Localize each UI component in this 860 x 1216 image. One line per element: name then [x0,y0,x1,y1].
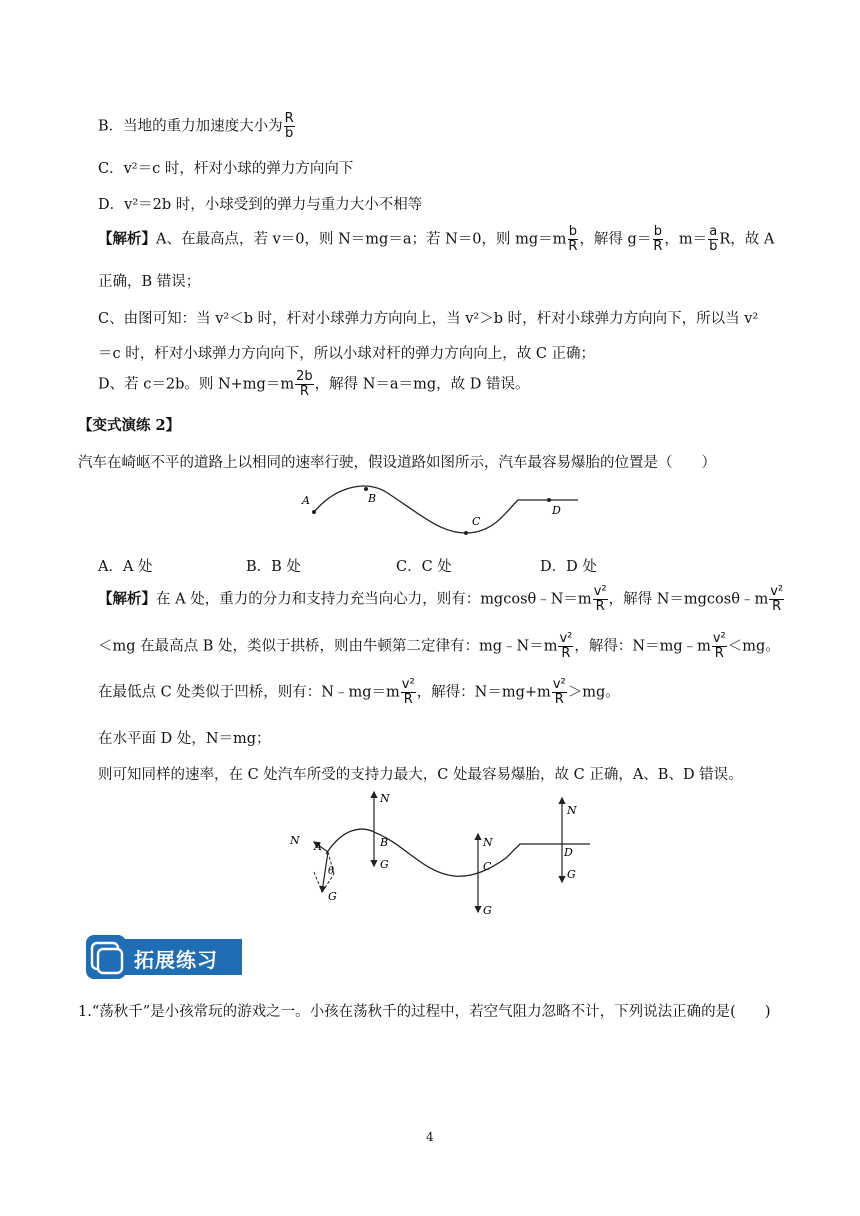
point-b [364,487,368,491]
option-b-text: B．当地的重力加速度大小为 [98,118,283,135]
analysis-2-line-4: 在水平面 D 处，N＝mg； [98,731,271,747]
label-n-c: N [483,836,493,849]
analysis-2-line-3: 在最低点 C 处类似于凹桥，则有：N﹣mg＝m $\frac{\text{v²}}{R}$ ，解得：N＝mg+m $\frac{\text{v²}}{R}$ ＞mg。 [98,677,620,707]
component-a-3 [314,872,322,892]
point-c [464,531,468,535]
option-b [98,112,296,141]
option-d: D．v²＝2b 时，小球受到的弹力与重力大小不相等 [98,197,423,213]
point-d [547,498,551,502]
fraction: $\frac{\text{v²}}{R}$ [712,631,726,661]
force-diagram [284,788,604,920]
fraction: $\frac{\text{v²}}{R}$ [559,631,573,661]
analysis-1-line-1: 【解析】A、在最高点，若 v＝0，则 N＝mg＝a；若 N＝0，则 mg＝m $\frac{b}{R}$ ，解得 g＝ $\frac{b}{R}$ ，m＝ $\frac{a}{b}$ R，故 A [98,224,775,254]
label-d: D [564,846,573,859]
analysis-2-line-5: 则可知同样的速率，在 C 处汽车所受的支持力最大，C 处最容易爆胎，故 C 正确，A、B、D 错误。 [98,767,743,783]
label-g-b: G [380,858,389,871]
analysis-2-line-1: 【解析】在 A 处，重力的分力和支持力充当向心力，则有：mgcosθ﹣N＝m $\frac{\text{v²}}{R}$ ，解得 N＝mgcosθ﹣m $\frac{\text{v²}}{R}$ [98,584,784,614]
fraction: $\frac{\text{v²}}{R}$ [401,677,415,707]
label-theta: θ [328,866,335,877]
page-number: 4 [426,1130,434,1144]
analysis-tag: 【解析】 [98,230,156,248]
label-n-b: N [380,792,390,805]
analysis-1-line-2: 正确，B 错误； [98,274,201,290]
fraction: $\frac{\text{v²}}{R}$ [552,677,566,707]
analysis-2-line-2: ＜mg 在最高点 B 处，类似于拱桥，则由牛顿第二定律有：mg﹣N＝m $\frac{\text{v²}}{R}$ ，解得：N＝mg﹣m $\frac{\text{v²}}{R}$ ＜mg。 [98,631,780,661]
road-curve [314,486,578,533]
analysis-1-line-3: C、由图可知：当 v²＜b 时，杆对小球弹力方向向上，当 v²＞b 时，杆对小球弹力方向向下，所以当 v² [98,311,759,327]
section-banner [86,935,242,979]
question-1: 1.“荡秋千”是小孩常玩的游戏之一。小孩在荡秋千的过程中，若空气阻力忽略不计，下列说法正确的是( ) [78,1004,771,1020]
fraction: $\frac{a}{b}$ [709,224,718,254]
analysis-1-line-4: ＝c 时，杆对小球弹力方向向下，所以小球对杆的弹力方向向上，故 C 正确； [98,346,596,362]
label-d: D [552,504,561,517]
label-b: B [380,836,389,849]
label-c: C [483,860,492,873]
label-g-c: G [483,904,492,917]
fraction: $\frac{\text{v²}}{R}$ [770,584,784,614]
label-n-a: N [290,834,300,847]
label-c: C [472,515,481,528]
label-g-a: G [328,890,337,903]
road-diagram [296,480,586,542]
label-n-d: N [567,804,577,817]
choice-d: D．D 处 [540,559,597,575]
fraction: $\frac{2b}{R}$ [296,369,313,399]
label-a: A [314,840,322,853]
analysis-tag: 【解析】 [98,590,156,608]
fraction: $\frac{\text{v²}}{R}$ [593,584,607,614]
label-b: B [368,492,377,505]
label-a: A [302,494,310,507]
choice-b: B．B 处 [246,559,301,575]
variant-title: 【变式演练 2】 [78,417,181,434]
road-curve [326,829,590,876]
choice-a: A．A 处 [98,559,153,575]
variant-question: 汽车在崎岖不平的道路上以相同的速率行驶，假设道路如图所示，汽车最容易爆胎的位置是（ ） [78,455,716,471]
option-c: C．v²＝c 时，杆对小球的弹力方向向下 [98,161,354,177]
fraction: $\frac{b}{R}$ [653,224,663,254]
choice-c: C．C 处 [396,559,452,575]
section-title: 拓展练习 [134,948,218,972]
point-a [312,510,316,514]
option-b-fraction: $\frac{R}{b}$ [284,111,294,141]
analysis-1-line-5: D、若 c＝2b。则 N+mg＝m $\frac{2b}{R}$ ，解得 N＝a＝mg，故 D 错误。 [98,369,530,399]
label-g-d: G [567,868,576,881]
fraction: $\frac{b}{R}$ [568,224,578,254]
